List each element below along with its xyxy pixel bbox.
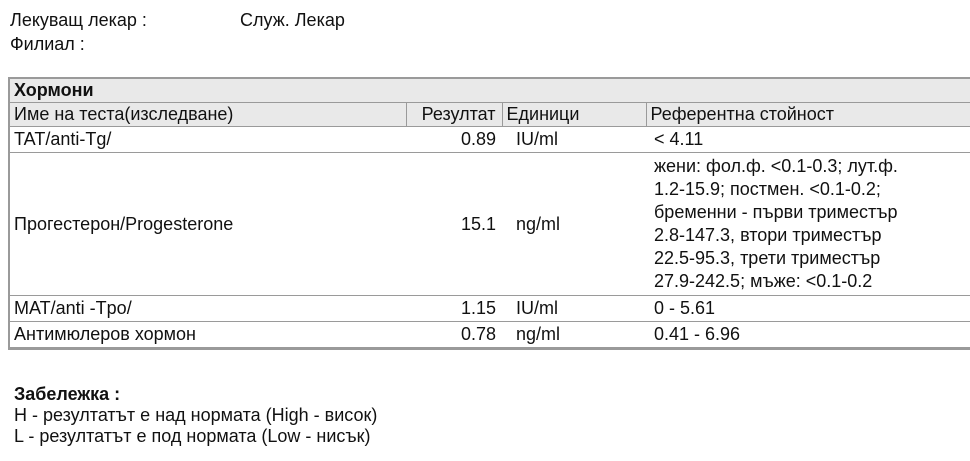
reference-line: жени: фол.ф. <0.1-0.3; лут.ф. <box>654 156 898 176</box>
doctor-row <box>10 8 345 32</box>
section-title: Хормони <box>10 79 970 103</box>
test-unit: IU/ml <box>502 127 646 153</box>
reference-line: 22.5-95.3, трети триместър <box>654 248 881 268</box>
note-title: Забележка : <box>14 384 121 404</box>
column-header-row <box>10 103 970 127</box>
reference-line: 1.2-15.9; постмен. <0.1-0.2; <box>654 179 881 199</box>
test-reference <box>646 153 970 296</box>
test-result: 0.89 <box>406 127 502 153</box>
test-result: 15.1 <box>406 153 502 296</box>
results-table <box>8 77 970 350</box>
test-name: MAT/anti -Tpo/ <box>10 296 406 322</box>
table-row <box>10 153 970 296</box>
test-unit: ng/ml <box>502 322 646 348</box>
col-header-reference: Референтна стойност <box>646 103 970 127</box>
note-line-high: H - резултатът е над нормата (High - висок) <box>14 405 378 425</box>
test-name: TAT/anti-Tg/ <box>10 127 406 153</box>
table-row <box>10 322 970 348</box>
table-row <box>10 127 970 153</box>
col-header-unit: Единици <box>502 103 646 127</box>
legend-note <box>14 384 377 447</box>
branch-row <box>10 32 345 56</box>
reference-line: 2.8-147.3, втори триместър <box>654 225 882 245</box>
test-reference: 0.41 - 6.96 <box>646 322 970 348</box>
branch-label: Филиал : <box>10 34 85 54</box>
report-header <box>10 8 345 56</box>
reference-line: 27.9-242.5; мъже: <0.1-0.2 <box>654 271 873 291</box>
test-result: 0.78 <box>406 322 502 348</box>
col-header-test: Име на теста(изследване) <box>10 103 406 127</box>
table-row <box>10 296 970 322</box>
col-header-result: Резултат <box>406 103 502 127</box>
test-name: Антимюлеров хормон <box>10 322 406 348</box>
test-unit: IU/ml <box>502 296 646 322</box>
doctor-value: Служ. Лекар <box>240 10 345 30</box>
test-reference: < 4.11 <box>646 127 970 153</box>
test-name: Прогестерон/Progesterone <box>10 153 406 296</box>
doctor-label: Лекуващ лекар : <box>10 10 147 30</box>
reference-line: бременни - първи триместър <box>654 202 898 222</box>
note-line-low: L - резултатът е под нормата (Low - нисък) <box>14 426 371 446</box>
test-unit: ng/ml <box>502 153 646 296</box>
test-reference: 0 - 5.61 <box>646 296 970 322</box>
test-result: 1.15 <box>406 296 502 322</box>
